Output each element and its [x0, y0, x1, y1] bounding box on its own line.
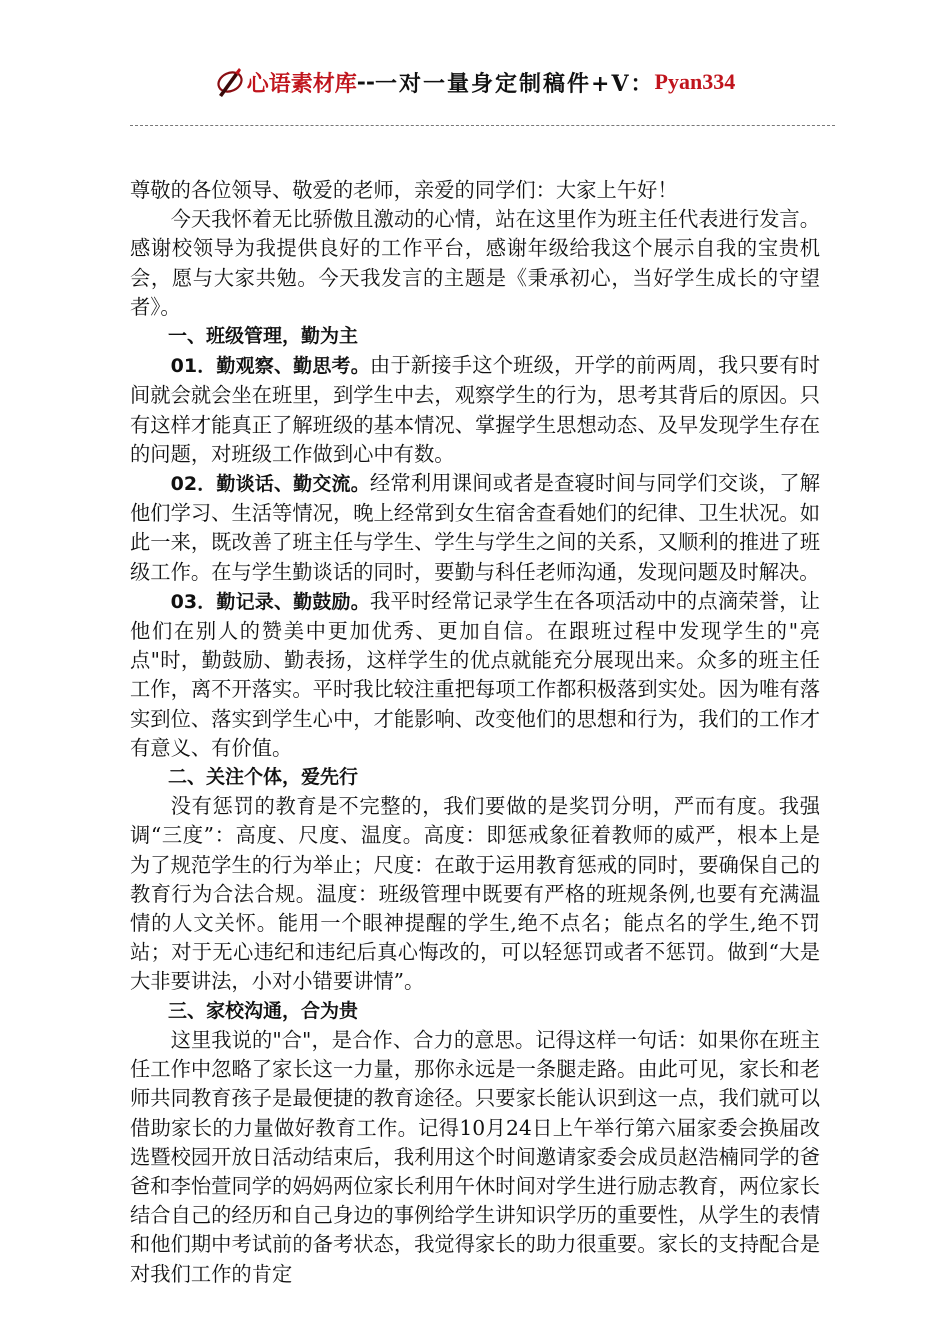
- intro-paragraph: 今天我怀着无比骄傲且激动的心情，站在这里作为班主任代表进行发言。感谢校领导为我提供良好的工作平台，感谢年级给我这个展示自我的宝贵机会，愿与大家共勉。今天我发言的主题是《秉承初心，当好学生成长的守望者》。: [130, 207, 820, 319]
- section-2-title: 二、关注个体，爱先行: [168, 766, 359, 789]
- paragraph-01-lead: 01．勤观察、勤思考。: [170, 355, 370, 378]
- greeting: 尊敬的各位领导、敬爱的老师，亲爱的同学们：大家上午好！: [130, 178, 678, 202]
- paragraph-01-text: 由于新接手这个班级，开学的前两周，我只要有时间就会就会坐在班里，到学生中去，观察学生的行为，思考其背后的原因。只有这样才能真正了解班级的基本情况、掌握学生思想动态、及早发现学生存在的问题，对班级工作做到心中有数。: [130, 353, 820, 466]
- brand-name: 心语素材库: [246, 70, 357, 97]
- section-1-title: 一、班级管理，勤为主: [168, 325, 359, 348]
- section-3-title: 三、家校沟通，合为贵: [168, 999, 359, 1022]
- page-header: [0, 60, 950, 104]
- paragraph-02-text: 经常利用课间或者是查寝时间与同学们交谈，了解他们学习、生活等情况，晚上经常到女生宿舍查看她们的纪律、卫生状况。如此一来，既改善了班主任与学生、学生与学生之间的关系，又顺利的推进了班级工作。在与学生勤谈话的同时，要勤与科任老师沟通，发现问题及时解决。: [130, 471, 820, 584]
- header-contact: Pyan334: [654, 69, 736, 94]
- paragraph-02-lead: 02．勤谈话、勤交流。: [170, 473, 370, 496]
- header-separator: --: [356, 69, 376, 95]
- paragraph-03-lead: 03．勤记录、勤鼓励。: [170, 590, 370, 613]
- paragraph-03-text: 我平时经常记录学生在各项活动中的点滴荣誉，让他们在别人的赞美中更加优秀、更加自信。在跟班过程中发现学生的"亮点"时，勤鼓励、勤表扬，这样学生的优点就能充分展现出来。众多的班主任工作，离不开落实。平时我比较注重把每项工作都积极落到实处。因为唯有落实到位、落实到学生心中，才能影响、改变他们的思想和行为，我们的工作才有意义、有价值。: [130, 588, 820, 760]
- section-3-paragraph: 这里我说的"合"，是合作、合力的意思。记得这样一句话：如果你在班主任工作中忽略了家长这一力量，那你永远是一条腿走路。由此可见，家长和老师共同教育孩子是最便捷的教育途径。只要家长能认识到这一点，我们就可以借助家长的力量做好教育工作。记得10月24日上午举行第六届家委会换届改选暨校园开放日活动结束后，我利用这个时间邀请家委会成员赵浩楠同学的爸爸和李怡萱同学的妈妈两位家长利用午休时间对学生进行励志教育，两位家长结合自己的经历和自己身边的事例给学生讲知识学历的重要性，从学生的表情和他们期中考试前的备考状态，我觉得家长的助力很重要。家长的支持配合是对我们工作的肯定: [130, 1027, 820, 1286]
- header-slogan: 一对一量身定制稿件+V：: [375, 70, 655, 97]
- paragraph-03: [130, 587, 820, 763]
- pen-swirl-logo-icon: [215, 65, 245, 99]
- paragraph-02: [130, 469, 820, 587]
- document-body: [130, 176, 820, 1289]
- paragraph-01: [130, 351, 820, 469]
- header-divider: [130, 125, 835, 126]
- section-2-paragraph: 没有惩罚的教育是不完整的，我们要做的是奖罚分明，严而有度。我强调“三度”：高度、尺度、温度。高度：即惩戒象征着教师的威严，根本上是为了规范学生的行为举止；尺度：在敢于运用教育惩戒的同时，要确保自己的教育行为合法合规。温度：班级管理中既要有严格的班规条例,也要有充满温情的人文关怀。能用一个眼神提醒的学生,绝不点名；能点名的学生,绝不罚站；对于无心违纪和违纪后真心悔改的，可以轻惩罚或者不惩罚。做到“大是大非要讲法，小对小错要讲情”。: [130, 794, 820, 994]
